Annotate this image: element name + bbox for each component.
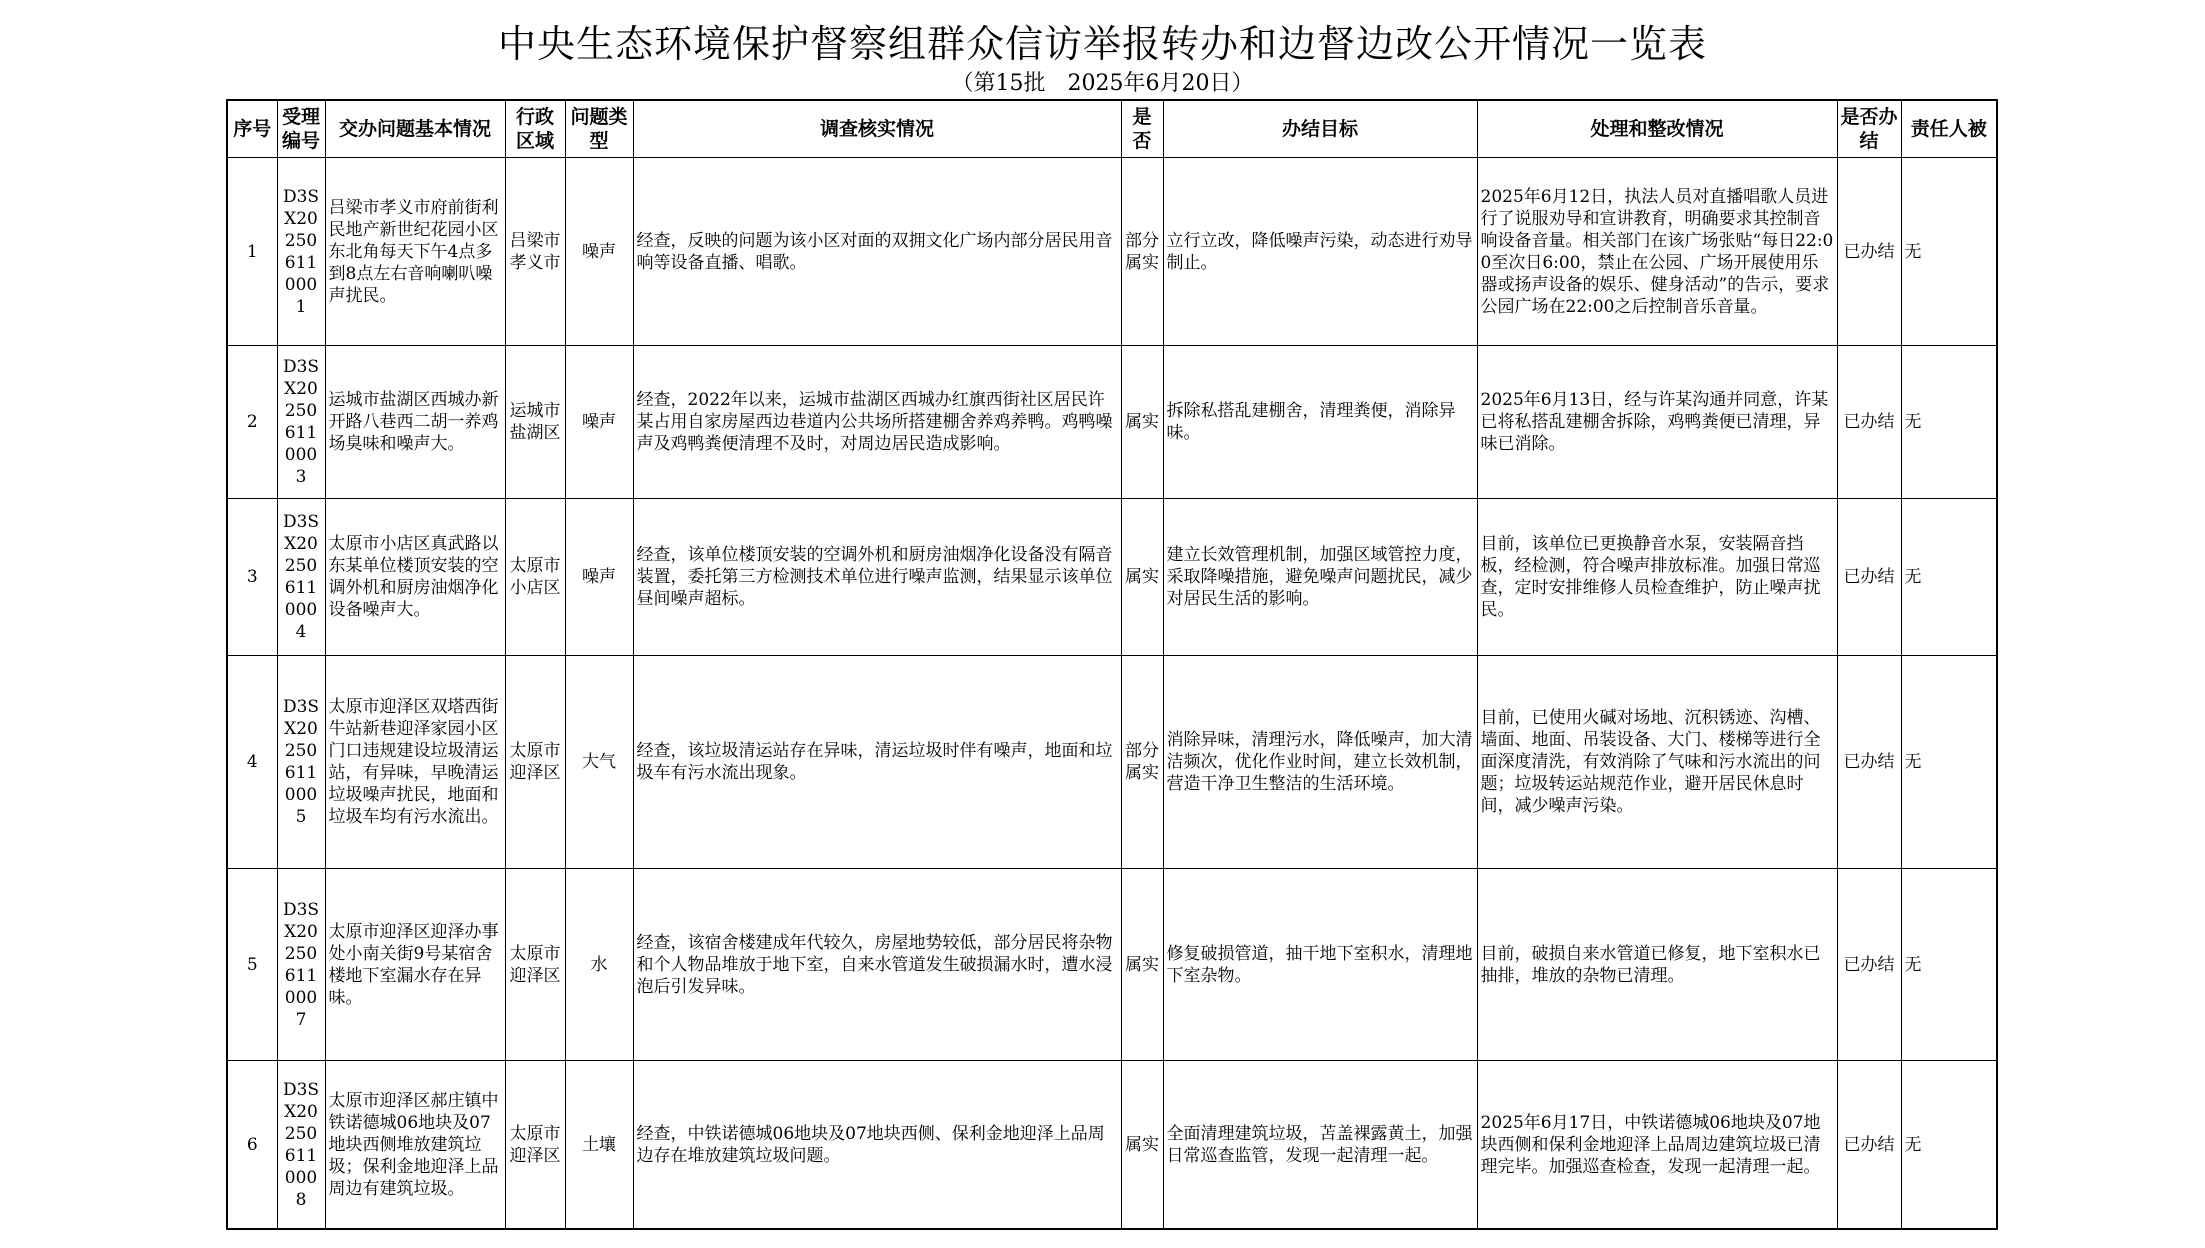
header-region: 行政区域 xyxy=(505,100,565,158)
cell-handling: 目前，破损自来水管道已修复，地下室积水已抽排，堆放的杂物已清理。 xyxy=(1477,869,1837,1061)
report-table xyxy=(226,99,1998,1230)
cell-closed: 已办结 xyxy=(1837,158,1901,346)
cell-accountability: 无 xyxy=(1901,1061,1997,1230)
cell-code: D3SX202506110001 xyxy=(277,158,325,346)
cell-region: 太原市迎泽区 xyxy=(505,656,565,869)
cell-verified: 属实 xyxy=(1121,346,1163,499)
header-issue: 交办问题基本情况 xyxy=(325,100,505,158)
cell-region: 吕梁市孝义市 xyxy=(505,158,565,346)
cell-closed: 已办结 xyxy=(1837,869,1901,1061)
cell-seq: 4 xyxy=(227,656,277,869)
cell-investigation: 经查，该垃圾清运站存在异味，清运垃圾时伴有噪声，地面和垃圾车有污水流出现象。 xyxy=(633,656,1121,869)
cell-accountability: 无 xyxy=(1901,499,1997,656)
cell-type: 土壤 xyxy=(565,1061,633,1230)
cell-seq: 5 xyxy=(227,869,277,1061)
cell-code: D3SX202506110004 xyxy=(277,499,325,656)
cell-accountability: 无 xyxy=(1901,158,1997,346)
cell-type: 噪声 xyxy=(565,346,633,499)
cell-issue: 太原市小店区真武路以东某单位楼顶安装的空调外机和厨房油烟净化设备噪声大。 xyxy=(325,499,505,656)
table-row xyxy=(227,346,1997,499)
cell-verified: 部分属实 xyxy=(1121,656,1163,869)
header-code: 受理编号 xyxy=(277,100,325,158)
cell-investigation: 经查，2022年以来，运城市盐湖区西城办红旗西街社区居民许某占用自家房屋西边巷道内公共场所搭建棚舍养鸡养鸭。鸡鸭噪声及鸡鸭粪便清理不及时，对周边居民造成影响。 xyxy=(633,346,1121,499)
cell-region: 太原市小店区 xyxy=(505,499,565,656)
cell-target: 拆除私搭乱建棚舍，清理粪便，消除异味。 xyxy=(1163,346,1477,499)
cell-target: 消除异味，清理污水，降低噪声，加大清洁频次，优化作业时间，建立长效机制，营造干净卫生整洁的生活环境。 xyxy=(1163,656,1477,869)
cell-issue: 太原市迎泽区双塔西街牛站新巷迎泽家园小区门口违规建设垃圾清运站，有异味，早晚清运垃圾噪声扰民，地面和垃圾车均有污水流出。 xyxy=(325,656,505,869)
cell-region: 运城市盐湖区 xyxy=(505,346,565,499)
cell-handling: 目前，该单位已更换静音水泵，安装隔音挡板，经检测，符合噪声排放标准。加强日常巡查，定时安排维修人员检查维护，防止噪声扰民。 xyxy=(1477,499,1837,656)
cell-type: 大气 xyxy=(565,656,633,869)
cell-verified: 属实 xyxy=(1121,499,1163,656)
cell-target: 全面清理建筑垃圾，苫盖裸露黄土，加强日常巡查监管，发现一起清理一起。 xyxy=(1163,1061,1477,1230)
header-verified: 是否 xyxy=(1121,100,1163,158)
cell-type: 噪声 xyxy=(565,158,633,346)
cell-seq: 1 xyxy=(227,158,277,346)
cell-accountability: 无 xyxy=(1901,346,1997,499)
cell-type: 水 xyxy=(565,869,633,1061)
cell-code: D3SX202506110007 xyxy=(277,869,325,1061)
cell-target: 立行立改，降低噪声污染，动态进行劝导制止。 xyxy=(1163,158,1477,346)
cell-issue: 太原市迎泽区迎泽办事处小南关街9号某宿舍楼地下室漏水存在异味。 xyxy=(325,869,505,1061)
cell-type: 噪声 xyxy=(565,499,633,656)
cell-target: 修复破损管道，抽干地下室积水，清理地下室杂物。 xyxy=(1163,869,1477,1061)
table-header-row xyxy=(227,100,1997,158)
cell-closed: 已办结 xyxy=(1837,1061,1901,1230)
cell-verified: 属实 xyxy=(1121,1061,1163,1230)
cell-investigation: 经查，中铁诺德城06地块及07地块西侧、保利金地迎泽上品周边存在堆放建筑垃圾问题。 xyxy=(633,1061,1121,1230)
cell-verified: 属实 xyxy=(1121,869,1163,1061)
header-investigation: 调查核实情况 xyxy=(633,100,1121,158)
cell-investigation: 经查，该单位楼顶安装的空调外机和厨房油烟净化设备没有隔音装置，委托第三方检测技术单位进行噪声监测，结果显示该单位昼间噪声超标。 xyxy=(633,499,1121,656)
cell-code: D3SX202506110003 xyxy=(277,346,325,499)
header-handling: 处理和整改情况 xyxy=(1477,100,1837,158)
cell-seq: 3 xyxy=(227,499,277,656)
page-title: 中央生态环境保护督察组群众信访举报转办和边督边改公开情况一览表 xyxy=(497,22,1707,66)
header-seq: 序号 xyxy=(227,100,277,158)
cell-region: 太原市迎泽区 xyxy=(505,869,565,1061)
cell-code: D3SX202506110005 xyxy=(277,656,325,869)
cell-handling: 目前，已使用火碱对场地、沉积锈迹、沟槽、墙面、地面、吊装设备、大门、楼梯等进行全面深度清洗，有效消除了气味和污水流出的问题；垃圾转运站规范作业，避开居民休息时间，减少噪声污染。 xyxy=(1477,656,1837,869)
table-row xyxy=(227,656,1997,869)
cell-investigation: 经查，该宿舍楼建成年代较久，房屋地势较低，部分居民将杂物和个人物品堆放于地下室，自来水管道发生破损漏水时，遭水浸泡后引发异味。 xyxy=(633,869,1121,1061)
table-row xyxy=(227,1061,1997,1230)
cell-handling: 2025年6月17日，中铁诺德城06地块及07地块西侧和保利金地迎泽上品周边建筑垃圾已清理完毕。加强巡查检查，发现一起清理一起。 xyxy=(1477,1061,1837,1230)
cell-verified: 部分属实 xyxy=(1121,158,1163,346)
cell-issue: 太原市迎泽区郝庄镇中铁诺德城06地块及07地块西侧堆放建筑垃圾；保利金地迎泽上品周边有建筑垃圾。 xyxy=(325,1061,505,1230)
header-accountability: 责任人被 xyxy=(1901,100,1997,158)
cell-closed: 已办结 xyxy=(1837,499,1901,656)
cell-handling: 2025年6月13日，经与许某沟通并同意，许某已将私搭乱建棚舍拆除，鸡鸭粪便已清理，异味已消除。 xyxy=(1477,346,1837,499)
cell-seq: 2 xyxy=(227,346,277,499)
page-subtitle: （第15批 2025年6月20日） xyxy=(951,71,1254,96)
cell-investigation: 经查，反映的问题为该小区对面的双拥文化广场内部分居民用音响等设备直播、唱歌。 xyxy=(633,158,1121,346)
header-target: 办结目标 xyxy=(1163,100,1477,158)
cell-closed: 已办结 xyxy=(1837,346,1901,499)
cell-closed: 已办结 xyxy=(1837,656,1901,869)
table-row xyxy=(227,869,1997,1061)
cell-region: 太原市迎泽区 xyxy=(505,1061,565,1230)
cell-handling: 2025年6月12日，执法人员对直播唱歌人员进行了说服劝导和宣讲教育，明确要求其控制音响设备音量。相关部门在该广场张贴“每日22:00至次日6:00，禁止在公园、广场开展使用乐器或扬声设备的娱乐、健身活动”的告示，要求公园广场在22:00之后控制音乐音量。 xyxy=(1477,158,1837,346)
table-row xyxy=(227,499,1997,656)
cell-target: 建立长效管理机制，加强区域管控力度，采取降噪措施，避免噪声问题扰民，减少对居民生活的影响。 xyxy=(1163,499,1477,656)
header-type: 问题类型 xyxy=(565,100,633,158)
cell-seq: 6 xyxy=(227,1061,277,1230)
cell-code: D3SX202506110008 xyxy=(277,1061,325,1230)
cell-issue: 吕梁市孝义市府前街利民地产新世纪花园小区东北角每天下午4点多到8点左右音响喇叭噪声扰民。 xyxy=(325,158,505,346)
cell-accountability: 无 xyxy=(1901,869,1997,1061)
cell-issue: 运城市盐湖区西城办新开路八巷西二胡一养鸡场臭味和噪声大。 xyxy=(325,346,505,499)
cell-accountability: 无 xyxy=(1901,656,1997,869)
header-closed: 是否办结 xyxy=(1837,100,1901,158)
table-row xyxy=(227,158,1997,346)
